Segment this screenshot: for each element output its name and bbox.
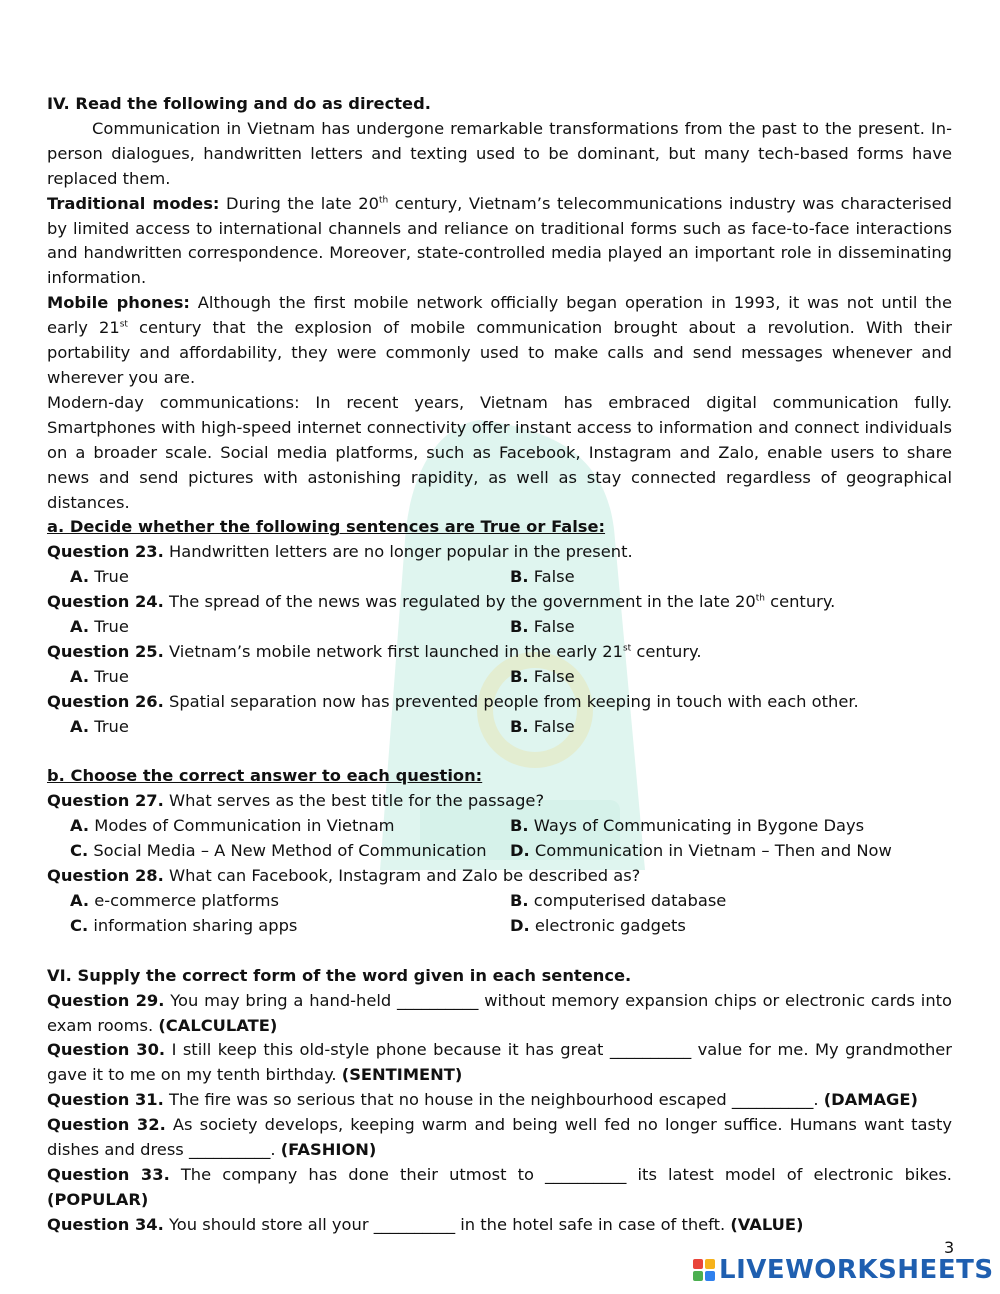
section-6-heading: VI. Supply the correct form of the word given in each sentence. <box>47 965 632 985</box>
option-c[interactable]: C. information sharing apps <box>70 915 298 935</box>
question-24: Question 24. The spread of the news was regulated by the government in the late 20th century. <box>47 592 836 612</box>
option-b[interactable]: B. False <box>510 567 575 587</box>
question-27-options-cd <box>47 839 952 864</box>
passage-mobile: Mobile phones: Although the first mobile network officially began operation in 1993, it was not until the early 21st century that the explosion of mobile communication brought about a revolution. With their portability and affordability, they were commonly used to make calls and send messages whenever and wherever you are. <box>47 293 952 387</box>
question-26: Question 26. Spatial separation now has prevented people from keeping in touch with each other. <box>47 691 859 711</box>
question-32: Question 32. As society develops, keeping warm and being well fed no longer suffice. Humans want tasty dishes and dress __________. (FASHION) <box>47 1115 952 1160</box>
option-d[interactable]: D. Communication in Vietnam – Then and Now <box>510 841 892 861</box>
option-a[interactable]: A. True <box>70 666 129 686</box>
question-33: Question 33. The company has done their utmost to __________ its latest model of electronic bikes. (POPULAR) <box>47 1164 952 1209</box>
spacer <box>47 740 952 765</box>
logo-square-green <box>693 1271 703 1281</box>
question-27-options-ab <box>47 814 952 839</box>
logo-square-red <box>693 1259 703 1269</box>
spacer <box>47 939 952 964</box>
question-26-options <box>47 715 952 740</box>
option-a[interactable]: A. e-commerce platforms <box>70 890 279 910</box>
logo-text: LIVEWORKSHEETS <box>719 1255 994 1285</box>
passage-traditional: Traditional modes: During the late 20th century, Vietnam’s telecommunications industry was characterised by limited access to international channels and reliance on traditional forms such as face-to-face interactions and handwritten correspondence. Moreover, state-controlled media played an important role in disseminating information. <box>47 193 952 288</box>
part-b-heading: b. Choose the correct answer to each question: <box>47 766 483 786</box>
question-23-options <box>47 565 952 590</box>
option-a[interactable]: A. True <box>70 617 129 637</box>
logo-grid-icon <box>693 1259 715 1281</box>
question-30: Question 30. I still keep this old-style phone because it has great __________ value for me. My grandmother gave it to me on my tenth birthday. (SENTIMENT) <box>47 1040 952 1085</box>
part-a-heading: a. Decide whether the following sentences are True or False: <box>47 517 606 537</box>
option-a[interactable]: A. True <box>70 567 129 587</box>
question-29: Question 29. You may bring a hand-held __________ without memory expansion chips or electronic cards into exam rooms. (CALCULATE) <box>47 990 952 1035</box>
question-28-options-cd <box>47 914 952 939</box>
option-c[interactable]: C. Social Media – A New Method of Communication <box>70 841 487 861</box>
question-25-options <box>47 665 952 690</box>
liveworksheets-logo <box>693 1255 994 1285</box>
option-d[interactable]: D. electronic gadgets <box>510 915 686 935</box>
question-28: Question 28. What can Facebook, Instagram and Zalo be described as? <box>47 866 641 886</box>
logo-square-yellow <box>705 1259 715 1269</box>
question-23: Question 23. Handwritten letters are no longer popular in the present. <box>47 542 633 562</box>
question-27: Question 27. What serves as the best title for the passage? <box>47 791 545 811</box>
question-31: Question 31. The fire was so serious that no house in the neighbourhood escaped __________. (DAMAGE) <box>47 1090 918 1110</box>
worksheet-body <box>47 92 952 1238</box>
option-a[interactable]: A. True <box>70 716 129 736</box>
option-b[interactable]: B. False <box>510 716 575 736</box>
option-b[interactable]: B. False <box>510 617 575 637</box>
option-b[interactable]: B. False <box>510 666 575 686</box>
passage-intro: Communication in Vietnam has undergone remarkable transformations from the past to the present. In-person dialogues, handwritten letters and texting used to be dominant, but many tech-based forms have replaced them. <box>47 118 952 188</box>
section-4-heading: IV. Read the following and do as directed. <box>47 94 431 113</box>
option-b[interactable]: B. computerised database <box>510 890 727 910</box>
question-24-options <box>47 615 952 640</box>
page-number: 3 <box>944 1238 955 1257</box>
passage-modern: Modern-day communications: In recent years, Vietnam has embraced digital communication fully. Smartphones with high-speed internet connectivity offer instant access to information and connect individuals on a broader scale. Social media platforms, such as Facebook, Instagram and Zalo, enable users to share news and send pictures with astonishing rapidity, as well as stay connected regardless of geographical distances. <box>47 392 952 512</box>
question-34: Question 34. You should store all your __________ in the hotel safe in case of theft. (VALUE) <box>47 1214 804 1234</box>
option-a[interactable]: A. Modes of Communication in Vietnam <box>70 816 395 836</box>
logo-square-blue <box>705 1271 715 1281</box>
question-28-options-ab <box>47 889 952 914</box>
option-b[interactable]: B. Ways of Communicating in Bygone Days <box>510 816 865 836</box>
question-25: Question 25. Vietnam’s mobile network first launched in the early 21st century. <box>47 641 702 661</box>
